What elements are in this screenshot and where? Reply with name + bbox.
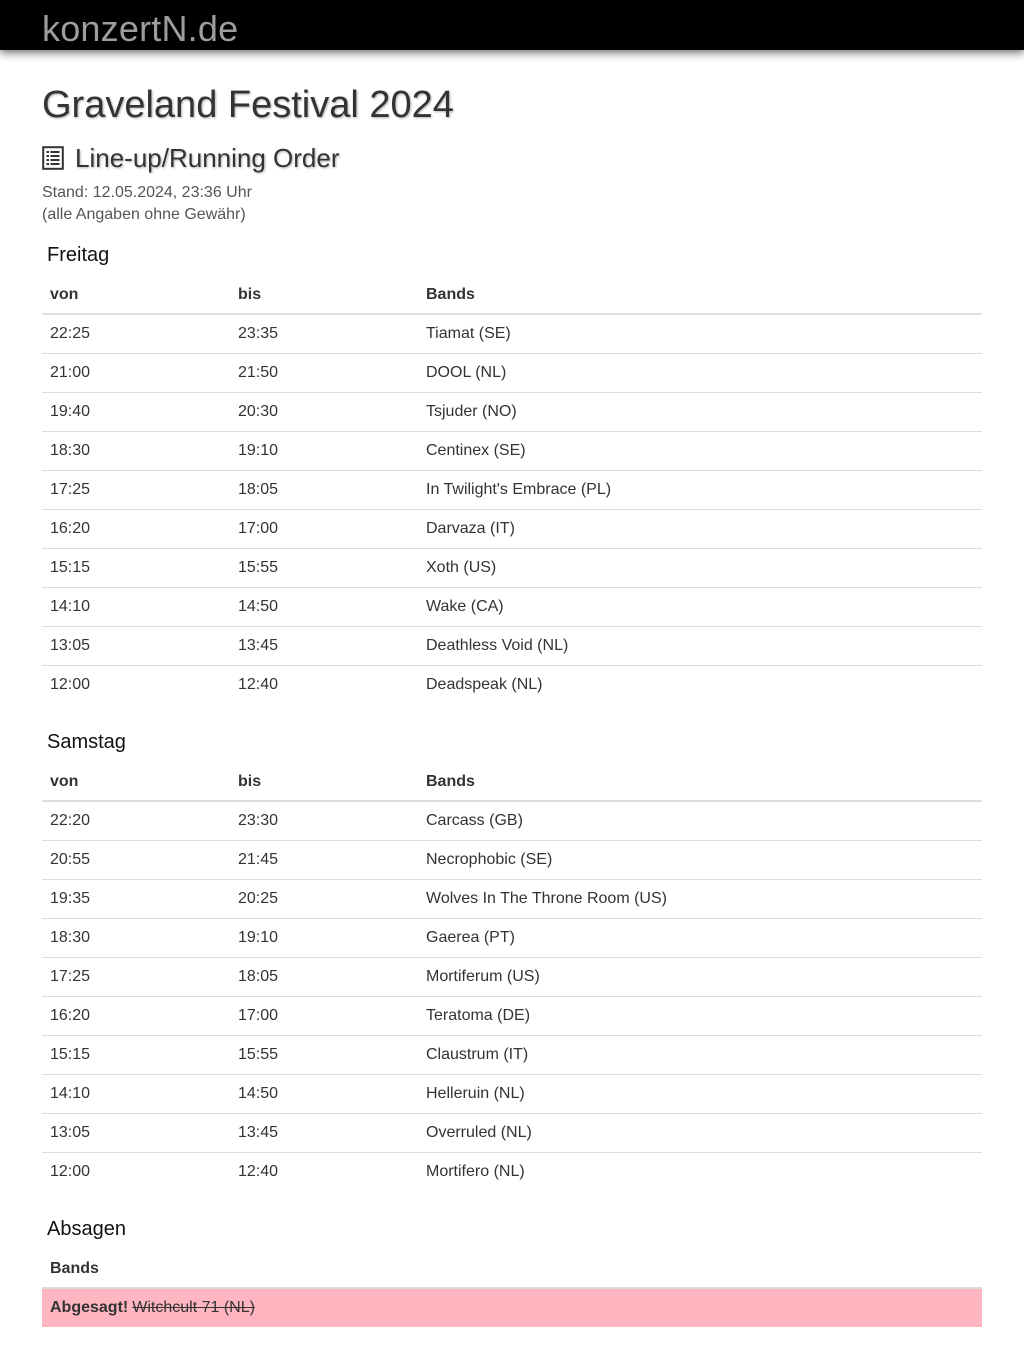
cell-band: Deadspeak (NL)	[426, 676, 543, 693]
stand-info	[42, 182, 252, 226]
cancelled-label: Abgesagt!	[50, 1299, 129, 1316]
cell-von: 22:25	[42, 314, 230, 354]
cell-von: 21:00	[42, 354, 230, 393]
table-row	[42, 549, 982, 588]
cell-von: 13:05	[42, 1114, 230, 1153]
cell-bis: 19:10	[230, 432, 418, 471]
cell-bis: 18:05	[230, 958, 418, 997]
cancelled-band-row	[42, 1288, 982, 1327]
cancellations-table	[42, 1251, 982, 1327]
table-row	[42, 588, 982, 627]
table-row	[42, 1075, 982, 1114]
cell-bis: 14:50	[230, 1075, 418, 1114]
cell-von: 18:30	[42, 432, 230, 471]
cell-band: Wake (CA)	[418, 588, 982, 627]
table-header-row	[42, 764, 982, 801]
cancellations-title: Absagen	[47, 1218, 126, 1240]
cell-bis: 14:50	[230, 588, 418, 627]
table-row	[42, 919, 982, 958]
cell-band: Carcass (GB)	[418, 801, 982, 841]
table-row	[42, 801, 982, 841]
cell-band: Centinex (SE)	[418, 432, 982, 471]
column-header-bands: Bands	[418, 277, 982, 314]
table-row	[42, 666, 982, 705]
cell-band: Helleruin (NL)	[418, 1075, 982, 1114]
table-header-row	[42, 277, 982, 314]
cell-von: 17:25	[42, 958, 230, 997]
cell-bis: 17:00	[230, 997, 418, 1036]
table-row	[42, 432, 982, 471]
cell-band: DOOL (NL)	[418, 354, 982, 393]
cell-von: 22:20	[42, 801, 230, 841]
column-header-von: von	[42, 277, 230, 314]
cell-von: 15:15	[42, 1036, 230, 1075]
cell-cancelled-band	[42, 1288, 982, 1327]
cell-band: In Twilight's Embrace (PL)	[418, 471, 982, 510]
table-row	[42, 880, 982, 919]
cell-bis: 19:10	[230, 919, 418, 958]
cell-band: Mortiferum (US)	[418, 958, 982, 997]
table-header-row	[42, 1251, 982, 1288]
cell-band: Mortifero (NL)	[426, 1163, 525, 1180]
cell-von: 16:20	[42, 997, 230, 1036]
cell-bis: 13:45	[230, 1114, 418, 1153]
column-header-von: von	[42, 764, 230, 801]
day-title: Freitag	[47, 244, 110, 266]
cell-band: Overruled (NL)	[418, 1114, 982, 1153]
table-row	[42, 627, 982, 666]
running-order-table	[42, 277, 982, 704]
running-order-table	[42, 764, 982, 1191]
cell-band: Claustrum (IT)	[418, 1036, 982, 1075]
column-header-bis: bis	[230, 764, 418, 801]
cell-von: 13:05	[42, 627, 230, 666]
cell-von: 20:55	[42, 841, 230, 880]
cell-band: Necrophobic (SE)	[418, 841, 982, 880]
section-title-text: Line-up/Running Order	[75, 143, 340, 173]
cell-band: Gaerea (PT)	[418, 919, 982, 958]
table-row	[42, 510, 982, 549]
top-navbar	[0, 0, 1024, 50]
cell-bis: 15:55	[230, 549, 418, 588]
table-row	[42, 1114, 982, 1153]
table-row	[42, 997, 982, 1036]
table-row	[42, 354, 982, 393]
table-row	[42, 1153, 982, 1192]
cell-von: 15:15	[42, 549, 230, 588]
cell-von: 17:25	[42, 471, 230, 510]
cell-bis: 20:30	[230, 393, 418, 432]
cell-bis: 23:35	[230, 314, 418, 354]
cell-bis: 13:45	[230, 627, 418, 666]
column-header-bands: Bands	[42, 1251, 982, 1288]
cell-band: Wolves In The Throne Room (US)	[418, 880, 982, 919]
cell-bis: 12:40	[238, 676, 279, 693]
cell-bis: 21:45	[230, 841, 418, 880]
cell-band: Xoth (US)	[418, 549, 982, 588]
cancellations-block	[42, 1215, 982, 1327]
cell-bis: 18:05	[230, 471, 418, 510]
cell-von: 19:35	[42, 880, 230, 919]
cell-bis: 20:25	[230, 880, 418, 919]
cell-von: 18:30	[42, 919, 230, 958]
table-row	[42, 471, 982, 510]
cell-von: 16:20	[42, 510, 230, 549]
page-title: Graveland Festival 2024	[42, 84, 454, 126]
cell-band: Tsjuder (NO)	[418, 393, 982, 432]
cell-von: 12:00	[50, 676, 91, 693]
cell-von: 19:40	[42, 393, 230, 432]
cell-bis: 15:55	[230, 1036, 418, 1075]
table-row	[42, 841, 982, 880]
cell-von: 12:00	[50, 1163, 91, 1180]
list-icon	[42, 146, 64, 170]
table-row	[42, 393, 982, 432]
table-row	[42, 314, 982, 354]
section-title	[42, 143, 340, 173]
disclaimer: (alle Angaben ohne Gewähr)	[42, 206, 246, 223]
cell-bis: 23:30	[230, 801, 418, 841]
cell-bis: 21:50	[230, 354, 418, 393]
column-header-bis: bis	[230, 277, 418, 314]
cell-bis: 12:40	[238, 1163, 279, 1180]
stand-timestamp: Stand: 12.05.2024, 23:36 Uhr	[42, 184, 252, 201]
cell-band: Deathless Void (NL)	[418, 627, 982, 666]
cell-band: Teratoma (DE)	[418, 997, 982, 1036]
cell-band: Darvaza (IT)	[418, 510, 982, 549]
day-title: Samstag	[47, 731, 126, 753]
cell-bis: 17:00	[230, 510, 418, 549]
cell-von: 14:10	[42, 1075, 230, 1114]
site-brand-link[interactable]: konzertN.de	[42, 8, 239, 49]
table-row	[42, 958, 982, 997]
table-row	[42, 1036, 982, 1075]
cancelled-band-name: Witchcult 71 (NL)	[132, 1299, 255, 1316]
cell-von: 14:10	[42, 588, 230, 627]
column-header-bands: Bands	[418, 764, 982, 801]
cell-band: Tiamat (SE)	[418, 314, 982, 354]
day-block-freitag	[42, 241, 982, 704]
day-block-samstag	[42, 728, 982, 1191]
